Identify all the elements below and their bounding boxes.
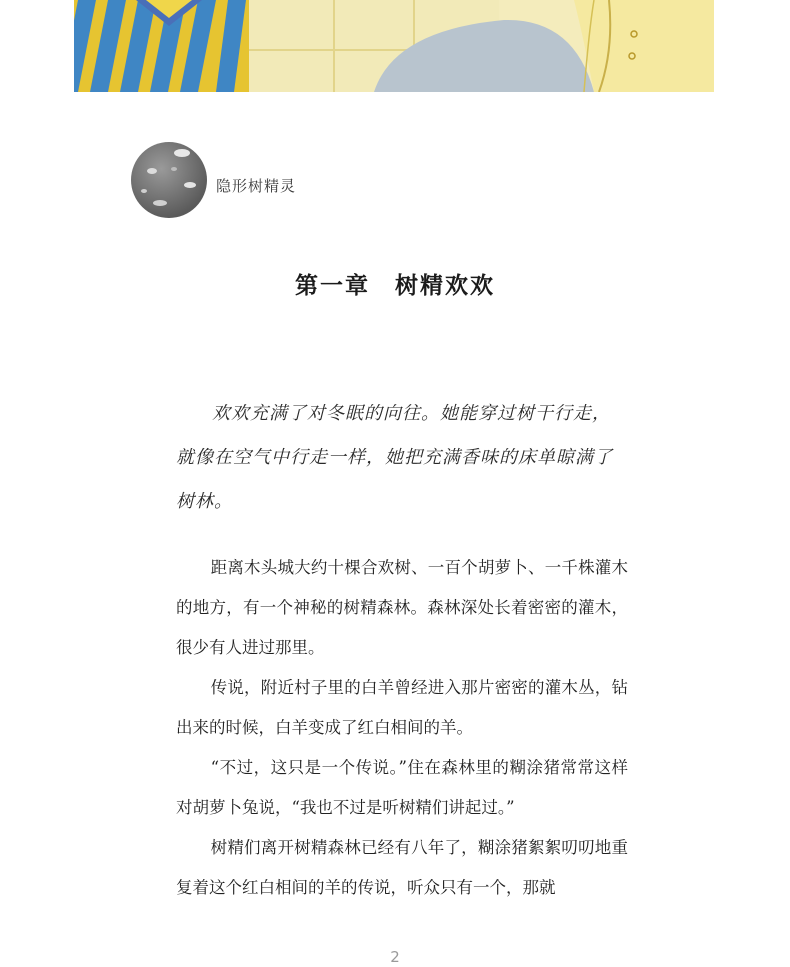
body-text [176,548,628,908]
chapter-title: 第一章 树精欢欢 [295,272,495,299]
page-number: 2 [390,948,400,966]
book-badge-icon [130,141,208,219]
paragraph: “不过，这只是一个传说。”住在森林里的糊涂猪常常这样对胡萝卜兔说，“我也不过是听树精们讲起过。” [176,758,628,817]
book-title: 隐形树精灵 [216,177,297,195]
header-illustration [74,0,714,92]
paragraph: 传说，附近村子里的白羊曾经进入那片密密的灌木丛，钻出来的时候，白羊变成了红白相间的羊。 [176,678,628,737]
paragraph: 距离木头城大约十棵合欢树、一百个胡萝卜、一千株灌木的地方，有一个神秘的树精森林。森林深处长着密密的灌木，很少有人进过那里。 [176,558,628,657]
intro-paragraph: 欢欢充满了对冬眠的向往。她能穿过树干行走，就像在空气中行走一样，她把充满香味的床单晾满了树林。 [176,403,613,512]
paragraph: 树精们离开树精森林已经有八年了，糊涂猪絮絮叨叨地重复着这个红白相间的羊的传说，听众只有一个，那就 [176,838,628,897]
